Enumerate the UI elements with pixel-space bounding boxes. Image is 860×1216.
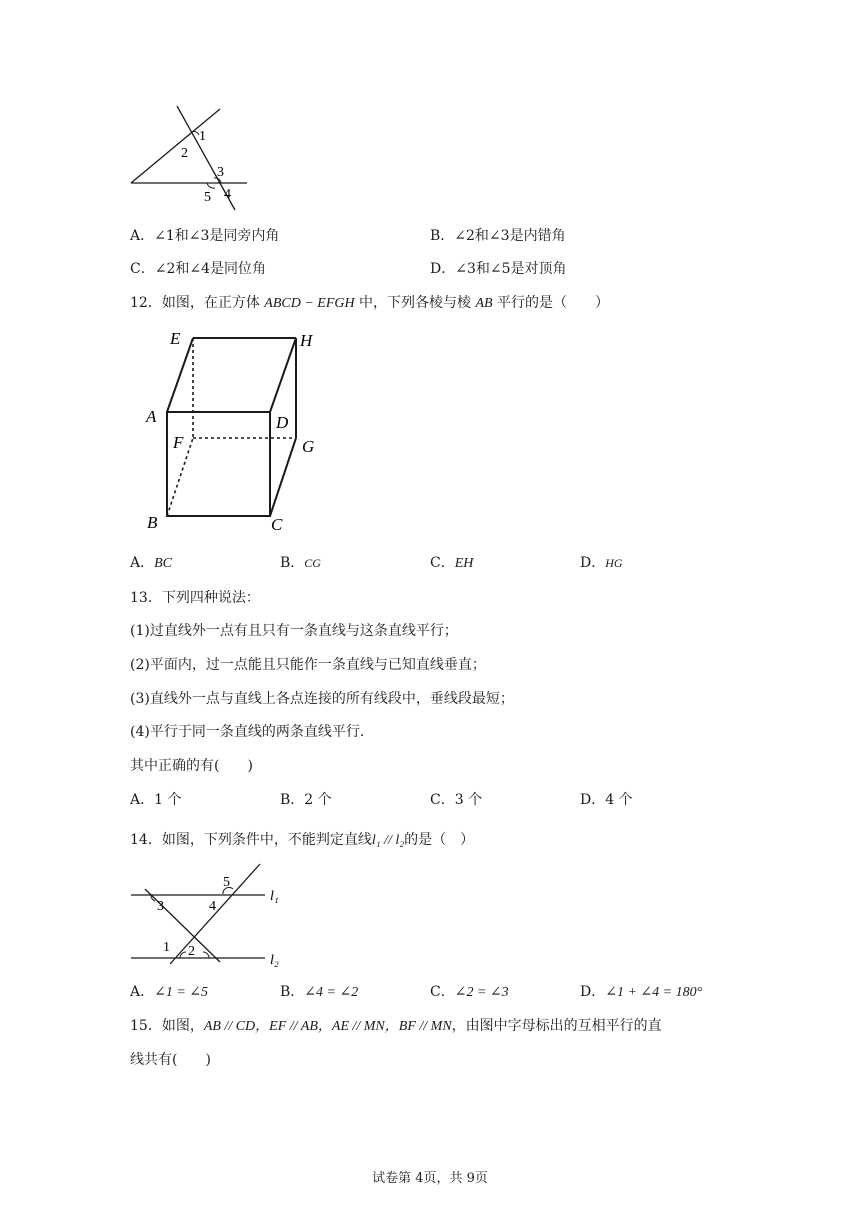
- q14-label-4: 4: [209, 899, 216, 914]
- q13-ask: 其中正确的有( ): [130, 758, 253, 774]
- q14-label-l2: l₂: [270, 953, 279, 968]
- q14-figure: [125, 858, 295, 973]
- q14-label-2: 2: [188, 944, 195, 959]
- q12-label-c: C: [271, 515, 283, 534]
- q13-option-b: B．2 个: [280, 792, 332, 808]
- q13-item-1: (1)过直线外一点有且只有一条直线与这条直线平行；: [130, 623, 458, 639]
- q12-option-a: A．BC: [130, 555, 173, 571]
- q11-option-d: D．∠3和∠5是对顶角: [430, 261, 567, 277]
- q11-label-4: 4: [224, 187, 231, 202]
- q14-option-b: B．∠4 = ∠2: [280, 984, 359, 1000]
- q15-stem-line1: 15．如图，AB // CD，EF // AB，AE // MN，BF // MN，由图中字母标出的互相平行的直: [130, 1018, 662, 1034]
- q13-option-c: C．3 个: [430, 792, 483, 808]
- q11-figure: [125, 100, 255, 215]
- q11-label-2: 2: [181, 146, 188, 161]
- q12-stem: 12．如图，在正方体 ABCD − EFGH 中，下列各棱与棱 AB 平行的是（ ）: [130, 295, 610, 311]
- q12-label-a: A: [146, 407, 157, 426]
- q12-label-f: F: [173, 433, 184, 452]
- q13-option-a: A．1 个: [130, 792, 182, 808]
- q12-label-g: G: [302, 437, 315, 456]
- q15-stem-line2: 线共有( ): [130, 1052, 211, 1068]
- q12-label-b: B: [147, 513, 158, 532]
- q11-label-1: 1: [199, 129, 206, 144]
- q11-option-b: B．∠2和∠3是内错角: [430, 228, 566, 244]
- q13-stem: 13．下列四种说法：: [130, 590, 260, 606]
- q12-label-h: H: [300, 331, 313, 350]
- q12-option-c: C．EH: [430, 555, 474, 571]
- q12-cube-figure: [140, 325, 330, 535]
- q11-option-a: A．∠1和∠3是同旁内角: [130, 228, 280, 244]
- q13-option-d: D．4 个: [580, 792, 633, 808]
- q12-option-b: B．CG: [280, 555, 321, 571]
- q12-label-e: E: [170, 329, 181, 348]
- q14-option-a: A．∠1 = ∠5: [130, 984, 209, 1000]
- q14-label-1: 1: [163, 940, 170, 955]
- q14-label-5: 5: [223, 875, 230, 890]
- page-footer: 试卷第 4页，共 9页: [372, 1171, 488, 1186]
- q14-option-c: C．∠2 = ∠3: [430, 984, 509, 1000]
- q14-option-d: D．∠1 + ∠4 = 180°: [580, 984, 703, 1000]
- q12-option-d: D．HG: [580, 555, 623, 571]
- q11-label-5: 5: [204, 190, 211, 205]
- q13-item-4: (4)平行于同一条直线的两条直线平行.: [130, 724, 365, 740]
- q13-item-3: (3)直线外一点与直线上各点连接的所有线段中，垂线段最短；: [130, 691, 514, 707]
- q12-label-d: D: [276, 413, 289, 432]
- q11-label-3: 3: [217, 165, 224, 180]
- q14-stem: 14．如图，下列条件中，不能判定直线l₁ // l₂的是（ ）: [130, 832, 475, 848]
- q14-label-3: 3: [157, 899, 164, 914]
- q14-label-l1: l₁: [270, 889, 279, 904]
- q13-item-2: (2)平面内，过一点能且只能作一条直线与已知直线垂直；: [130, 657, 486, 673]
- q11-option-c: C．∠2和∠4是同位角: [130, 261, 266, 277]
